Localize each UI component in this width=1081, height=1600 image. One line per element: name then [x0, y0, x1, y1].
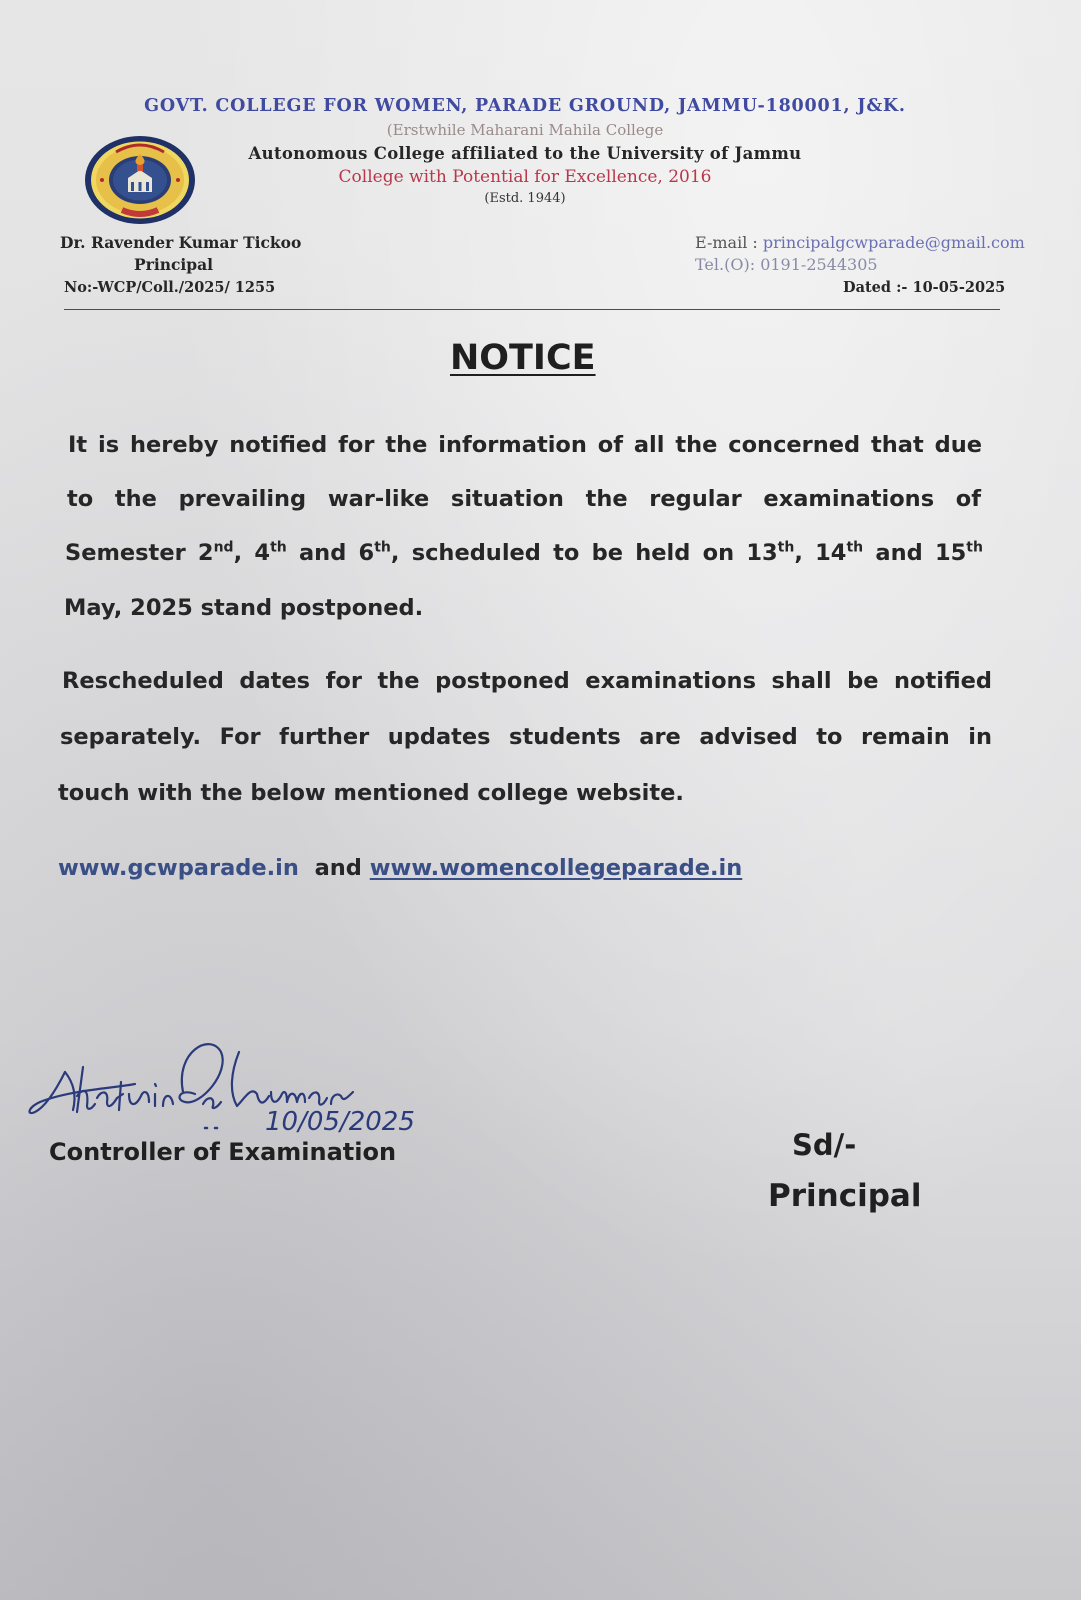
paragraph-1-line-1: It is hereby notified for the information of all the concerned that due — [68, 432, 982, 458]
paragraph-1-line-3 — [65, 540, 983, 566]
paragraph-2-line-3: touch with the below mentioned college website. — [58, 780, 684, 806]
controller-signature-icon — [25, 1032, 425, 1147]
website-line — [58, 855, 858, 881]
semester-text: Semester 2 — [65, 540, 214, 566]
ordinal-suffix: th — [777, 539, 795, 556]
signed-mark: Sd/- — [792, 1128, 857, 1162]
website-link-2[interactable]: www.womencollegeparade.in — [369, 855, 743, 881]
email-label: E-mail : — [695, 233, 758, 252]
reference-number: No:-WCP/Coll./2025/ 1255 — [64, 279, 276, 296]
affiliation: Autonomous College affiliated to the University of Jammu — [248, 144, 802, 163]
letterhead-divider — [64, 309, 1000, 310]
email-address[interactable]: principalgcwparade@gmail.com — [762, 233, 1025, 252]
website-joiner: and — [314, 855, 362, 881]
telephone-line — [695, 255, 878, 274]
semester-text: and 6 — [286, 540, 375, 566]
ordinal-suffix: th — [846, 539, 864, 556]
notice-date: Dated :- 10-05-2025 — [843, 279, 1006, 296]
paragraph-2-line-1: Rescheduled dates for the postponed examinations shall be notified — [62, 668, 992, 694]
schedule-text: and 15 — [863, 540, 967, 566]
notice-title: NOTICE — [450, 338, 596, 378]
ordinal-suffix: th — [966, 539, 983, 556]
telephone-number: 0191-2544305 — [760, 255, 878, 274]
handwritten-date: 10/05/2025 — [265, 1107, 415, 1137]
schedule-text: , 14 — [794, 540, 847, 566]
paragraph-2-line-2: separately. For further updates students are advised to remain in — [60, 724, 992, 750]
excellence-status: College with Potential for Excellence, 2016 — [338, 167, 712, 187]
telephone-label: Tel.(O): — [695, 255, 756, 274]
erstwhile-name: (Erstwhile Maharani Mahila College — [386, 121, 664, 139]
schedule-text: , scheduled to be held on 13 — [390, 540, 778, 566]
ordinal-suffix: th — [270, 539, 287, 556]
principal-title: Principal — [134, 255, 214, 274]
website-link-1[interactable]: www.gcwparade.in — [58, 855, 299, 881]
paragraph-1-line-2: to the prevailing war-like situation the regular examinations of — [67, 486, 981, 512]
college-name: GOVT. COLLEGE FOR WOMEN, PARADE GROUND, JAMMU-180001, J&K. — [144, 96, 906, 116]
ordinal-suffix: nd — [213, 539, 234, 556]
semester-text: , 4 — [233, 540, 271, 566]
email-line — [695, 233, 1025, 252]
principal-name: Dr. Ravender Kumar Tickoo — [60, 233, 302, 252]
established-year: (Estd. 1944) — [484, 191, 566, 206]
controller-designation: Controller of Examination — [49, 1138, 397, 1166]
paragraph-1-line-4: May, 2025 stand postponed. — [64, 595, 424, 621]
principal-designation: Principal — [768, 1178, 922, 1214]
ordinal-suffix: th — [374, 539, 391, 556]
